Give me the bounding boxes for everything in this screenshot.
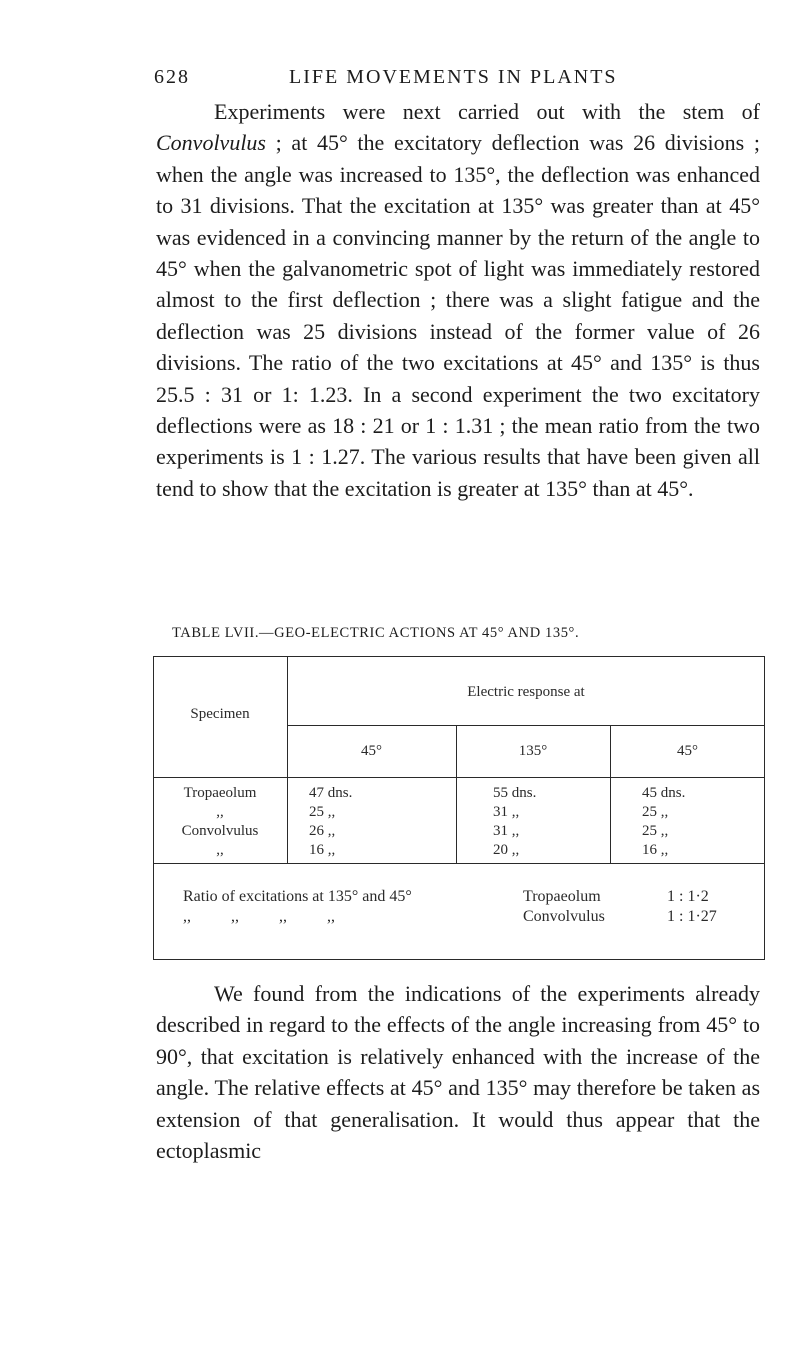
data-table xyxy=(153,656,765,960)
table-bottom-rule xyxy=(153,959,765,960)
angle-header-45-second: 45° xyxy=(677,743,698,759)
table-cell-specimen: ,, xyxy=(216,804,224,820)
table-cell-value: 31 ,, xyxy=(493,804,520,820)
paragraph-2: We found from the indications of the experiments already described in regard to the effects of the angle increasing from 45° to 90°, that excitation is relatively enhanced with the increase of the angle. The relative effects at 45° and 135° may therefore be taken as extension of that generalisation. It would thus appear that the ectoplasmic xyxy=(156,981,760,1164)
specimen-header: Specimen xyxy=(190,706,250,722)
table-cell-value: 25 ,, xyxy=(642,804,669,820)
ratio-plant: Convolvulus xyxy=(523,908,605,925)
ratio-separator-rule xyxy=(153,863,765,864)
table-cell-value: 31 ,, xyxy=(493,823,520,839)
species-name-convolvulus: Convolvulus xyxy=(156,130,266,156)
table-cell-value: 20 ,, xyxy=(493,842,520,858)
table-cell-value: 16 ,, xyxy=(642,842,669,858)
header-bottom-rule xyxy=(153,777,765,778)
table-cell-value: 55 dns. xyxy=(493,785,537,801)
table-cell-value: 16 ,, xyxy=(309,842,336,858)
ratio-value: 1 : 1·2 xyxy=(667,888,709,905)
ratio-label: Ratio of excitations at 135° and 45° xyxy=(183,888,412,905)
table-cell-value: 45 dns. xyxy=(642,785,686,801)
table-cell-specimen: ,, xyxy=(216,842,224,858)
ratio-value: 1 : 1·27 xyxy=(667,908,717,925)
table-cell-value: 25 ,, xyxy=(309,804,336,820)
paragraph-1-rest: ; at 45° the excitatory deflection was 26 divisions ; when the angle was increased to 135°, the deflection was enhanced to 31 divisions. That the excitation at 135° was greater than at 45° was evidenced in a convincing manner by the return of the angle to 45° when the galvanometric spot of light was immediately restored almost to the first deflection ; there was a slight fatigue and the deflection was 25 divisions instead of the former value of 26 divisions. The ratio of the two excitations at 45° and 135° is thus 25.5 : 31 or 1: 1.23. In a second experiment the two excitatory deflections were as 18 : 21 or 1 : 1.31 ; the mean ratio from the two experiments is 1 : 1.27. The various results that have been given all tend to show that the excitation is greater at 135° than at 45°. xyxy=(156,130,760,501)
group-header-rule xyxy=(287,725,765,726)
ratio-plant: Tropaeolum xyxy=(523,888,601,905)
table-cell-specimen: Tropaeolum xyxy=(183,785,257,801)
angle-header-135: 135° xyxy=(518,743,548,759)
table-cell-specimen: Convolvulus xyxy=(181,823,259,839)
paragraph-1-start: Experiments were next carried out with the stem of xyxy=(214,99,760,124)
table-cell-value: 47 dns. xyxy=(309,785,353,801)
ratio-label: ,, ,, ,, ,, xyxy=(183,908,335,925)
table-top-rule xyxy=(153,656,765,657)
paragraph-1 xyxy=(156,96,760,504)
table-cell-value: 26 ,, xyxy=(309,823,336,839)
table-title: TABLE LVII.—GEO-ELECTRIC ACTIONS AT 45° AND 135°. xyxy=(172,625,580,641)
running-title: LIFE MOVEMENTS IN PLANTS xyxy=(289,66,618,88)
angle-header-45-first: 45° xyxy=(361,743,382,759)
table-cell-value: 25 ,, xyxy=(642,823,669,839)
group-header: Electric response at xyxy=(467,684,585,700)
page-number: 628 xyxy=(154,66,190,88)
table-right-rule xyxy=(764,656,765,960)
